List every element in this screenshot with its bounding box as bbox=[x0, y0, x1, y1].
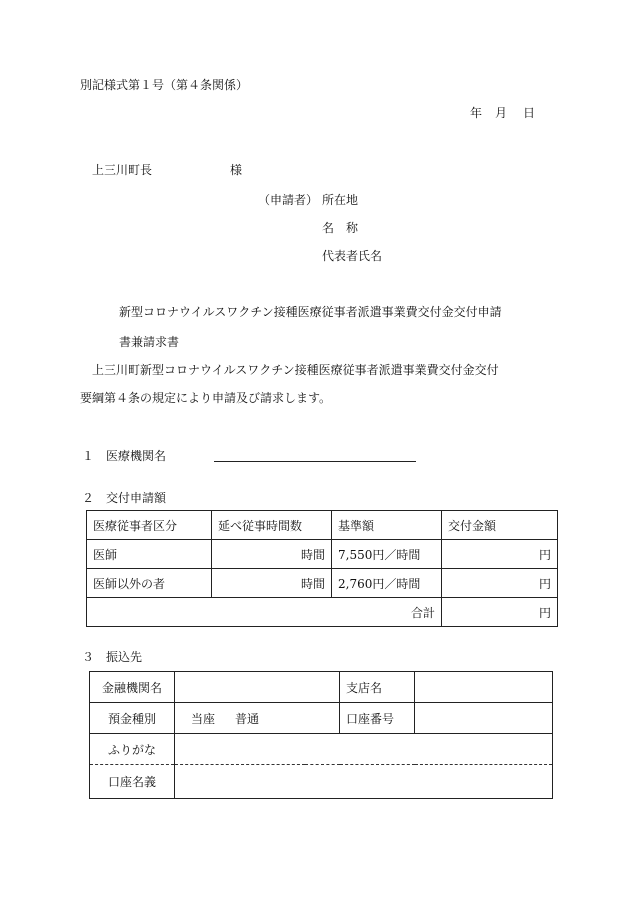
applicant-name-label: 名 称 bbox=[322, 221, 359, 235]
row-rate: 2,760円／時間 bbox=[332, 569, 442, 598]
section3-label: 振込先 bbox=[106, 650, 143, 664]
row-rate: 7,550円／時間 bbox=[332, 540, 442, 569]
section2-label: 交付申請額 bbox=[106, 491, 167, 505]
account-type-row bbox=[90, 703, 553, 734]
furigana-label: ふりがな bbox=[90, 734, 175, 765]
section1-number: １ bbox=[82, 449, 95, 463]
institution-name-underline[interactable] bbox=[214, 461, 416, 462]
body-text-line2: 要綱第４条の規定により申請及び請求します。 bbox=[80, 391, 332, 405]
date-day-label: 日 bbox=[523, 106, 536, 120]
section3-number: ３ bbox=[82, 650, 95, 664]
branch-name-field[interactable] bbox=[415, 672, 553, 703]
header-rate: 基準額 bbox=[332, 511, 442, 540]
bank-name-field[interactable] bbox=[175, 672, 340, 703]
section2-number: ２ bbox=[82, 491, 95, 505]
row-category: 医師 bbox=[87, 540, 212, 569]
form-reference: 別記様式第１号（第４条関係） bbox=[80, 78, 249, 92]
account-type-label: 預金種別 bbox=[90, 703, 175, 734]
header-category: 医療従事者区分 bbox=[87, 511, 212, 540]
row-hours-cell[interactable]: 時間 bbox=[212, 540, 332, 569]
addressee-honorific: 様 bbox=[230, 163, 243, 177]
account-number-label: 口座番号 bbox=[340, 703, 415, 734]
section1-label: 医療機関名 bbox=[106, 449, 167, 463]
total-amount-cell[interactable]: 円 bbox=[442, 598, 558, 627]
row-category: 医師以外の者 bbox=[87, 569, 212, 598]
table-row bbox=[87, 569, 558, 598]
account-type-options bbox=[175, 703, 340, 734]
applicant-label: （申請者） bbox=[258, 193, 319, 207]
account-name-row bbox=[90, 765, 553, 799]
header-hours: 延べ従事時間数 bbox=[212, 511, 332, 540]
table-row bbox=[87, 540, 558, 569]
bank-name-label: 金融機関名 bbox=[90, 672, 175, 703]
date-month-label: 月 bbox=[495, 106, 508, 120]
option-current[interactable]: 当座 bbox=[191, 711, 216, 726]
furigana-field[interactable] bbox=[175, 734, 553, 765]
account-number-field[interactable] bbox=[415, 703, 553, 734]
option-ordinary[interactable]: 普通 bbox=[235, 711, 260, 726]
branch-name-label: 支店名 bbox=[340, 672, 415, 703]
bank-transfer-table bbox=[89, 671, 553, 799]
date-year-label: 年 bbox=[470, 106, 483, 120]
document-title-line2: 書兼請求書 bbox=[119, 335, 180, 349]
addressee-name: 上三川町長 bbox=[92, 163, 153, 177]
row-amount-cell[interactable]: 円 bbox=[442, 540, 558, 569]
header-amount: 交付金額 bbox=[442, 511, 558, 540]
bank-row bbox=[90, 672, 553, 703]
furigana-row bbox=[90, 734, 553, 765]
row-amount-cell[interactable]: 円 bbox=[442, 569, 558, 598]
account-name-field[interactable] bbox=[175, 765, 553, 799]
application-amount-table bbox=[86, 510, 558, 627]
account-name-label: 口座名義 bbox=[90, 765, 175, 799]
total-label: 合計 bbox=[87, 598, 442, 627]
row-hours-cell[interactable]: 時間 bbox=[212, 569, 332, 598]
body-text-line1: 上三川町新型コロナウイルスワクチン接種医療従事者派遣事業費交付金交付 bbox=[92, 363, 499, 377]
applicant-address-label: 所在地 bbox=[322, 193, 359, 207]
table-header-row bbox=[87, 511, 558, 540]
table-total-row bbox=[87, 598, 558, 627]
document-title-line1: 新型コロナウイルスワクチン接種医療従事者派遣事業費交付金交付申請 bbox=[119, 305, 502, 319]
applicant-representative-label: 代表者氏名 bbox=[322, 249, 383, 263]
